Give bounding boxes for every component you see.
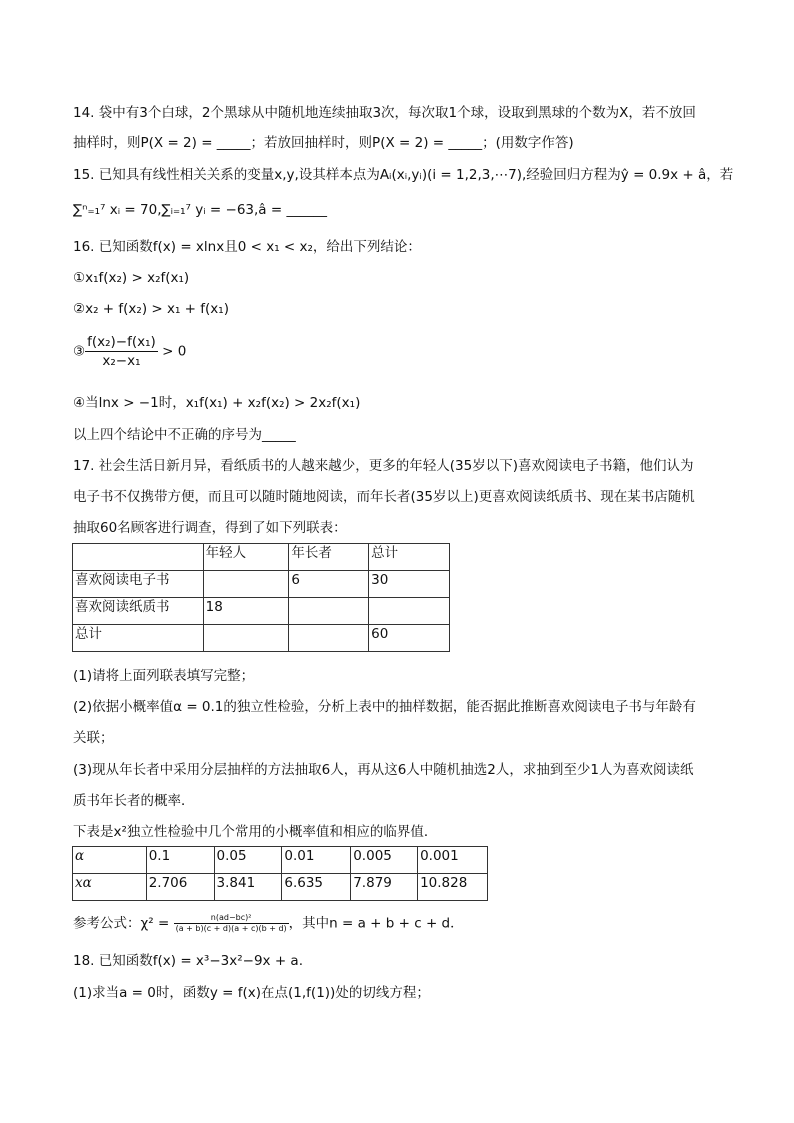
q17-line-2: 电子书不仅携带方便，而且可以随时随地阅读，而年长者(35岁以上)更喜欢阅读纸质书、现在某书店随机 xyxy=(73,489,695,505)
table-cell: 年长者 xyxy=(289,544,369,571)
q17-part-1: (1)请将上面列联表填写完整； xyxy=(73,668,255,684)
q17-part-2-line-2: 关联； xyxy=(73,730,114,746)
q17-part-2-line-1: (2)依据小概率值α = 0.1的独立性检验，分析上表中的抽样数据，能否据此推断喜欢阅读电子书与年龄有 xyxy=(73,699,696,715)
table-row xyxy=(73,625,450,652)
table-cell: 60 xyxy=(369,625,450,652)
q15-line-2: ∑ⁿ₌₁⁷ xᵢ = 70,∑ᵢ₌₁⁷ yᵢ = −63,â = ______ xyxy=(73,202,327,218)
table-cell: 10.828 xyxy=(418,874,488,901)
table-cell: 3.841 xyxy=(214,874,282,901)
table-cell: xα xyxy=(73,874,147,901)
q16-option-3-numerator: f(x₂)−f(x₁) xyxy=(87,334,156,350)
table-cell: 总计 xyxy=(369,544,450,571)
q16-option-3 xyxy=(73,333,723,370)
q17-part-3-line-2: 质书年长者的概率． xyxy=(73,793,195,809)
q17-line-3: 抽取60名顾客进行调查，得到了如下列联表： xyxy=(73,520,347,536)
contingency-table xyxy=(72,543,450,652)
q16-stem: 16. 已知函数f(x) = xlnx且0 < x₁ < x₂，给出下列结论： xyxy=(73,239,421,255)
table-cell: 0.05 xyxy=(214,847,282,874)
table-cell xyxy=(73,544,204,571)
q16-option-1: ①x₁f(x₂) > x₂f(x₁) xyxy=(73,270,190,286)
q17-reference-formula xyxy=(73,913,723,934)
q16-ask: 以上四个结论中不正确的序号为_____ xyxy=(73,427,296,443)
table-cell: 18 xyxy=(203,598,289,625)
table-cell: 6.635 xyxy=(282,874,351,901)
table-cell: 0.001 xyxy=(418,847,488,874)
table-cell xyxy=(203,625,289,652)
table-cell: 喜欢阅读电子书 xyxy=(73,571,204,598)
table-cell xyxy=(369,598,450,625)
q17-table-2-caption: 下表是x²独立性检验中几个常用的小概率值和相应的临界值． xyxy=(73,824,438,840)
table-cell xyxy=(289,625,369,652)
q18-part-1: (1)求当a = 0时，函数y = f(x)在点(1,f(1))处的切线方程； xyxy=(73,985,430,1001)
table-cell: 0.01 xyxy=(282,847,351,874)
table-cell: 0.1 xyxy=(146,847,214,874)
q16-option-3-denominator: x₂−x₁ xyxy=(102,353,141,369)
table-cell: 总计 xyxy=(73,625,204,652)
table-row xyxy=(73,571,450,598)
table-cell xyxy=(203,571,289,598)
table-cell: 30 xyxy=(369,571,450,598)
q16-option-2: ②x₂ + f(x₂) > x₁ + f(x₁) xyxy=(73,301,229,317)
table-cell: 2.706 xyxy=(146,874,214,901)
table-cell xyxy=(289,598,369,625)
formula-prefix: 参考公式：χ² = xyxy=(73,915,174,932)
q17-line-1: 17. 社会生活日新月异，看纸质书的人越来越少，更多的年轻人(35岁以下)喜欢阅读电子书籍，他们认为 xyxy=(73,458,694,474)
q16-option-3-marker: ③ xyxy=(73,343,86,360)
table-cell: 0.005 xyxy=(351,847,418,874)
q16-option-4: ④当lnx > −1时，x₁f(x₁) + x₂f(x₂) > 2x₂f(x₁) xyxy=(73,395,361,411)
table-cell: 6 xyxy=(289,571,369,598)
q14-line-1: 14. 袋中有3个白球，2个黑球从中随机地连续抽取3次，每次取1个球，设取到黑球的个数为X，若不放回 xyxy=(73,105,696,121)
table-row xyxy=(73,874,488,901)
formula-suffix: ，其中n = a + b + c + d． xyxy=(288,915,464,932)
table-row xyxy=(73,544,450,571)
table-cell: 喜欢阅读纸质书 xyxy=(73,598,204,625)
q18-stem: 18. 已知函数f(x) = x³−3x²−9x + a. xyxy=(73,953,303,969)
table-row xyxy=(73,598,450,625)
table-cell: 7.879 xyxy=(351,874,418,901)
formula-numerator: n(ad−bc)² xyxy=(174,913,289,924)
q15-line-1: 15. 已知具有线性相关关系的变量x,y,设其样本点为Aᵢ(xᵢ,yᵢ)(i = 1,2,3,⋯7),经验回归方程为ŷ = 0.9x + â，若 xyxy=(73,167,734,183)
critical-value-table xyxy=(72,846,488,901)
q17-part-3-line-1: (3)现从年长者中采用分层抽样的方法抽取6人，再从这6人中随机抽选2人，求抽到至少1人为喜欢阅读纸 xyxy=(73,762,694,778)
table-cell: 年轻人 xyxy=(203,544,289,571)
formula-denominator: (a + b)(c + d)(a + c)(b + d) xyxy=(175,924,287,933)
q16-option-3-fraction xyxy=(85,333,158,370)
chi-square-fraction xyxy=(174,913,289,934)
q14-line-2: 抽样时，则P(X = 2) = _____；若放回抽样时，则P(X = 2) = _____；(用数字作答) xyxy=(73,135,574,151)
table-row xyxy=(73,847,488,874)
q16-option-3-inequality: > 0 xyxy=(157,343,187,360)
table-cell: α xyxy=(73,847,147,874)
